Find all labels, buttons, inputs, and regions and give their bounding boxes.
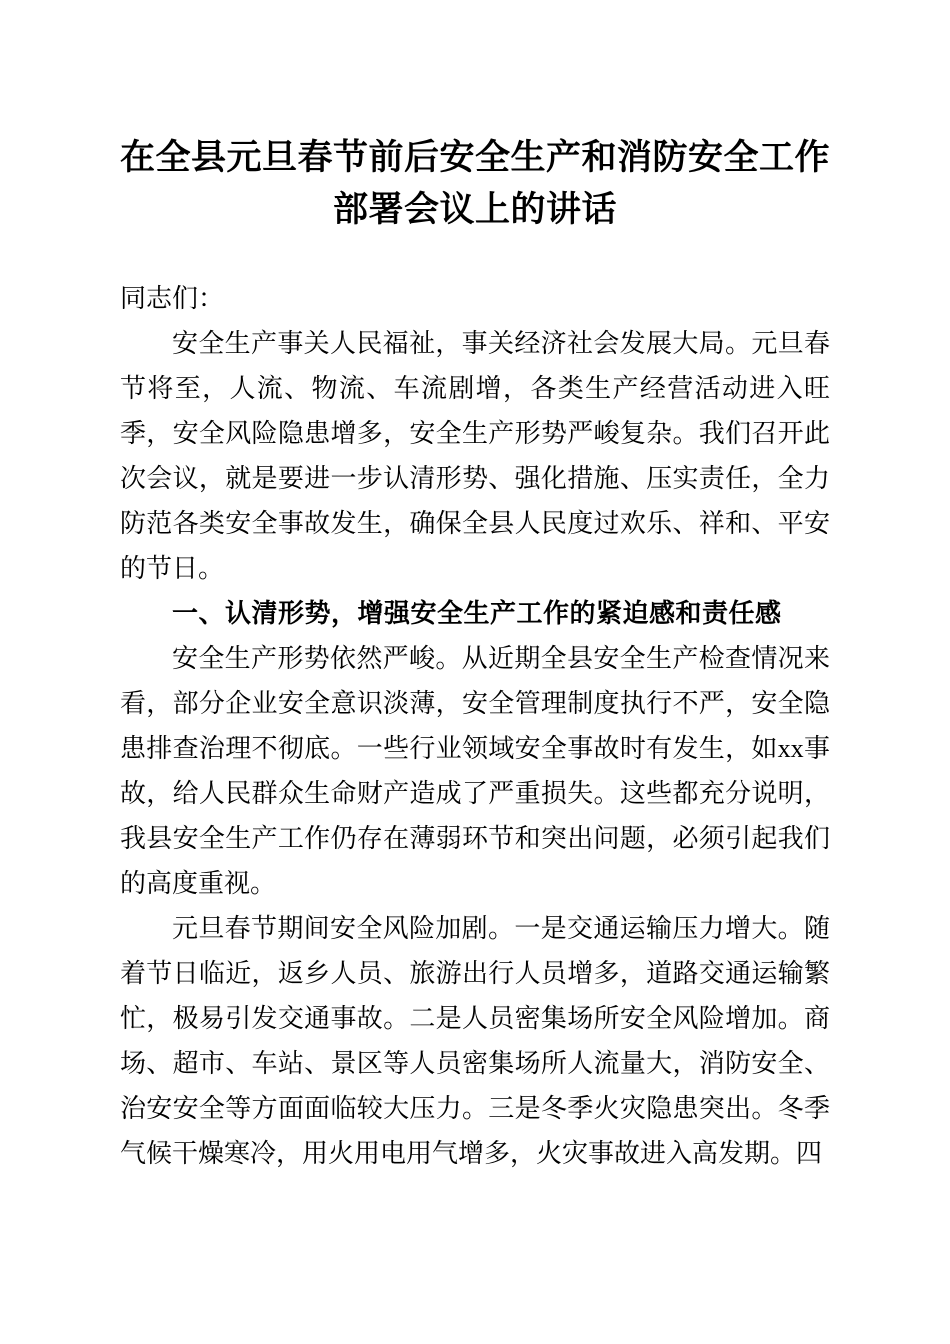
section-1-paragraph-2: 元旦春节期间安全风险加剧。一是交通运输压力增大。随着节日临近，返乡人员、旅游出行人员增多，道路交通运输繁忙，极易引发交通事故。二是人员密集场所安全风险增加。商场、超市、车站、景区等人员密集场所人流量大，消防安全、治安安全等方面面临较大压力。三是冬季火灾隐患突出。冬季气候干燥寒冷，用火用电用气增多，火灾事故进入高发期。四 (120, 914, 830, 1168)
document-body (120, 276, 830, 1176)
document-title: 在全县元旦春节前后安全生产和消防安全工作部署会议上的讲话 (120, 138, 831, 229)
salutation: 同志们： (120, 284, 225, 313)
section-1-heading: 一、认清形势，增强安全生产工作的紧迫感和责任感 (172, 598, 782, 628)
intro-paragraph: 安全生产事关人民福祉，事关经济社会发展大局。元旦春节将至，人流、物流、车流剧增，各类生产经营活动进入旺季，安全风险隐患增多，安全生产形势严峻复杂。我们召开此次会议，就是要进一步认清形势、强化措施、压实责任，全力防范各类安全事故发生，确保全县人民度过欢乐、祥和、平安的节日。 (120, 329, 830, 583)
section-1-paragraph-1: 安全生产形势依然严峻。从近期全县安全生产检查情况来看，部分企业安全意识淡薄，安全管理制度执行不严，安全隐患排查治理不彻底。一些行业领域安全事故时有发生，如xx事故，给人民群众生命财产造成了严重损失。这些都充分说明，我县安全生产工作仍存在薄弱环节和突出问题，必须引起我们的高度重视。 (120, 644, 830, 898)
